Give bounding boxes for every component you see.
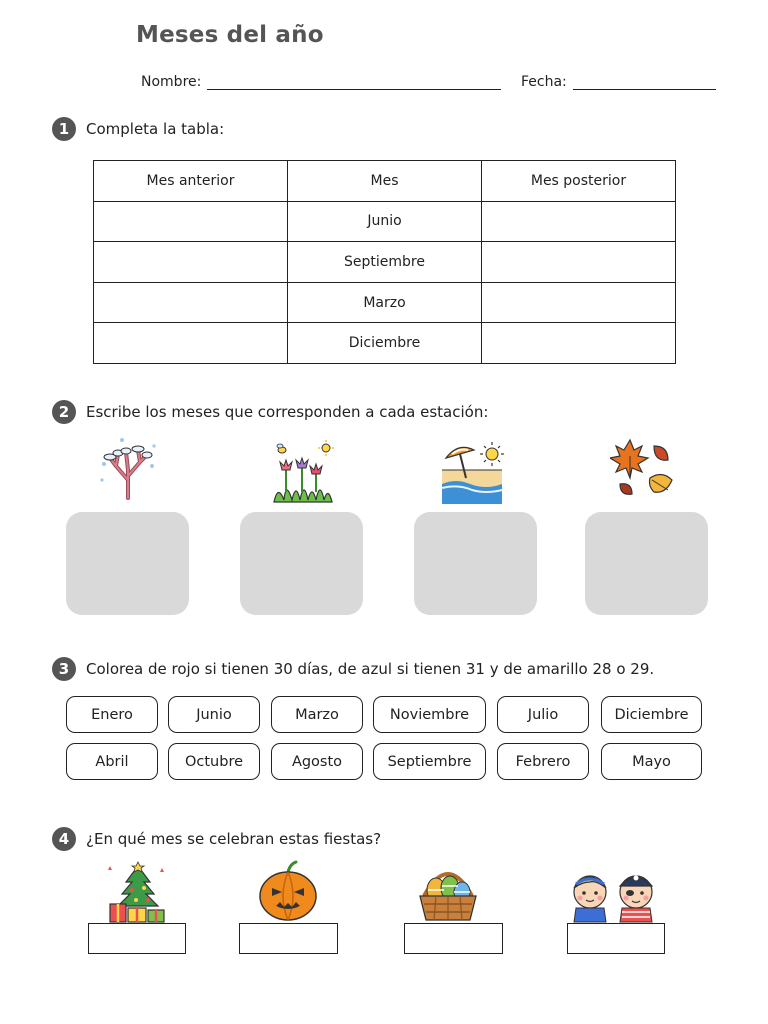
table-cell-blank[interactable] — [482, 323, 676, 364]
month-chip[interactable]: Abril — [66, 743, 158, 780]
table-cell: Marzo — [288, 282, 482, 323]
name-input-line[interactable] — [207, 72, 501, 90]
date-field — [521, 72, 716, 90]
season-answer-box-summer[interactable] — [414, 512, 537, 615]
table-cell: Septiembre — [288, 242, 482, 283]
month-chip[interactable]: Marzo — [271, 696, 363, 733]
season-answer-box-spring[interactable] — [240, 512, 363, 615]
summer-beach-icon — [440, 440, 504, 504]
name-field — [141, 72, 501, 90]
section-number-badge: 1 — [52, 117, 76, 141]
date-label: Fecha: — [521, 74, 567, 90]
table-cell: Diciembre — [288, 323, 482, 364]
date-input-line[interactable] — [573, 72, 716, 90]
month-chip[interactable]: Julio — [497, 696, 589, 733]
table-row — [94, 201, 676, 242]
table-header-cell: Mes posterior — [482, 161, 676, 202]
month-chip[interactable]: Febrero — [497, 743, 589, 780]
section-number-badge: 4 — [52, 827, 76, 851]
season-answer-box-winter[interactable] — [66, 512, 189, 615]
section-instruction: Escribe los meses que corresponden a cada estación: — [86, 403, 489, 421]
table-row — [94, 242, 676, 283]
table-cell-blank[interactable] — [482, 242, 676, 283]
table-cell: Junio — [288, 201, 482, 242]
table-row — [94, 323, 676, 364]
table-header-row — [94, 161, 676, 202]
section-instruction: Completa la tabla: — [86, 120, 225, 138]
easter-basket-icon — [416, 860, 480, 924]
festivity-answer-box-carnival[interactable] — [567, 923, 665, 954]
month-chip[interactable]: Enero — [66, 696, 158, 733]
section-number-badge: 2 — [52, 400, 76, 424]
month-chip[interactable]: Mayo — [601, 743, 702, 780]
spring-flowers-icon — [270, 440, 334, 504]
carnival-kids-icon — [566, 860, 662, 924]
table-cell-blank[interactable] — [94, 242, 288, 283]
month-chip[interactable]: Junio — [168, 696, 260, 733]
autumn-leaves-icon — [610, 436, 674, 500]
section-instruction: Colorea de rojo si tienen 30 días, de azul si tienen 31 y de amarillo 28 o 29. — [86, 660, 655, 678]
month-chip[interactable]: Agosto — [271, 743, 363, 780]
festivity-answer-box-halloween[interactable] — [239, 923, 338, 954]
page-title: Meses del año — [136, 22, 324, 48]
name-label: Nombre: — [141, 74, 202, 90]
months-table — [93, 160, 676, 364]
month-chip[interactable]: Noviembre — [373, 696, 486, 733]
winter-tree-icon — [96, 436, 160, 500]
table-header-cell: Mes anterior — [94, 161, 288, 202]
christmas-tree-icon — [106, 860, 170, 924]
month-chip[interactable]: Octubre — [168, 743, 260, 780]
table-cell-blank[interactable] — [94, 282, 288, 323]
section-4-heading — [52, 827, 381, 851]
section-2-heading — [52, 400, 488, 424]
month-chip[interactable]: Septiembre — [373, 743, 486, 780]
festivity-answer-box-christmas[interactable] — [88, 923, 186, 954]
table-cell-blank[interactable] — [482, 201, 676, 242]
section-instruction: ¿En qué mes se celebran estas fiestas? — [86, 830, 382, 848]
table-header-cell: Mes — [288, 161, 482, 202]
section-number-badge: 3 — [52, 657, 76, 681]
table-cell-blank[interactable] — [94, 201, 288, 242]
table-cell-blank[interactable] — [482, 282, 676, 323]
halloween-pumpkin-icon — [256, 860, 320, 924]
month-chip[interactable]: Diciembre — [601, 696, 702, 733]
section-3-heading — [52, 657, 654, 681]
season-answer-box-autumn[interactable] — [585, 512, 708, 615]
section-1-heading — [52, 117, 224, 141]
table-cell-blank[interactable] — [94, 323, 288, 364]
festivity-answer-box-easter[interactable] — [404, 923, 503, 954]
table-row — [94, 282, 676, 323]
